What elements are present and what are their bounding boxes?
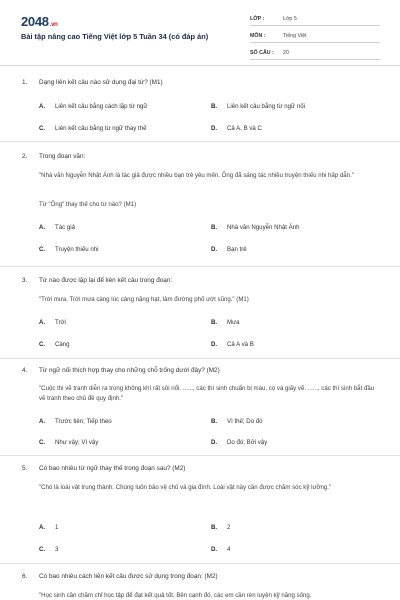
question-divider	[0, 455, 400, 456]
question-number: 2.	[22, 153, 28, 160]
question-number: 6.	[22, 573, 28, 580]
option-text: Mưa	[227, 319, 240, 326]
question-prompt: Trong đoạn văn:	[39, 153, 86, 160]
option-c[interactable]	[39, 341, 70, 348]
meta-label: SỐ CÂU :	[250, 50, 274, 56]
meta-value: Lớp 5	[283, 16, 297, 22]
question-divider	[0, 563, 400, 564]
option-text: Vì thế; Do đó	[227, 418, 263, 425]
option-letter: C.	[39, 439, 46, 446]
option-letter: D.	[211, 439, 218, 446]
question-text	[22, 573, 218, 580]
option-c[interactable]	[39, 439, 98, 446]
question-prompt: Từ nào được lặp lại để liên kết câu trong đoạn:	[39, 277, 173, 284]
option-letter: C.	[39, 341, 46, 348]
option-letter: B.	[211, 418, 218, 425]
option-text: Liên kết câu bằng cách lặp từ ngữ	[55, 103, 148, 110]
document-title: Bài tập nâng cao Tiếng Việt lớp 5 Tuần 34 (có đáp án)	[21, 32, 209, 41]
option-text: Càng	[55, 341, 70, 348]
option-text: Trời	[55, 319, 66, 326]
question-divider	[0, 358, 400, 359]
question-divider	[0, 141, 400, 142]
option-letter: D.	[211, 546, 218, 553]
question-divider	[0, 266, 400, 267]
site-logo[interactable]	[21, 14, 58, 29]
option-text: Nhà văn Nguyễn Nhật Ánh	[227, 224, 300, 231]
option-letter: C.	[39, 246, 46, 253]
option-d[interactable]	[211, 439, 267, 446]
question-text	[22, 367, 220, 374]
meta-row-subject	[250, 28, 380, 43]
option-text: Trước tiên; Tiếp theo	[55, 418, 112, 425]
option-letter: D.	[211, 341, 218, 348]
meta-label: LỚP :	[250, 16, 265, 22]
option-text: 3	[55, 546, 59, 553]
option-text: Liên kết câu bằng từ ngữ nối	[227, 103, 305, 110]
option-text: Cả A, B và C	[227, 125, 262, 132]
option-a[interactable]	[39, 418, 112, 425]
option-b[interactable]	[211, 524, 230, 531]
question-prompt: Có bao nhiêu từ ngữ thay thế trong đoạn sau? (M2)	[39, 465, 186, 472]
question-prompt: Có bao nhiêu cách liên kết câu được sử dụng trong đoạn: (M2)	[39, 573, 218, 580]
meta-row-class	[250, 11, 380, 26]
option-a[interactable]	[39, 524, 58, 531]
option-text: Liên kết câu bằng từ ngữ thay thế	[55, 125, 147, 132]
document-header	[0, 0, 400, 66]
question-prompt: Từ ngữ nối thích hợp thay cho những chỗ trống dưới đây? (M2)	[39, 367, 220, 374]
option-a[interactable]	[39, 224, 75, 231]
option-text: Như vậy; Vì vậy	[55, 439, 99, 446]
option-letter: B.	[211, 524, 218, 531]
question-passage: "Nhà văn Nguyễn Nhật Ánh là tác giả được nhiều bạn trẻ yêu mến. Ông đã sáng tác nhiều truyện thiếu nhi hấp dẫn."	[39, 172, 354, 179]
option-letter: B.	[211, 224, 218, 231]
option-text: Truyện thiếu nhi	[55, 246, 99, 253]
option-letter: A.	[39, 224, 46, 231]
option-c[interactable]	[39, 246, 98, 253]
option-text: 2	[227, 524, 231, 531]
question-number: 3.	[22, 277, 28, 284]
option-text: 1	[55, 524, 59, 531]
document-meta	[250, 11, 380, 62]
question-text	[22, 79, 163, 86]
option-letter: A.	[39, 319, 46, 326]
question-text	[22, 465, 185, 472]
option-b[interactable]	[211, 103, 305, 110]
option-d[interactable]	[211, 546, 230, 553]
question-passage: "Cuộc thi vẽ tranh diễn ra trong không khí rất sôi nổi. ......, các thí sinh chuẩn bị màu, cọ và giấy vẽ. ......, các thí sinh bắt đầu vẽ tranh theo chủ đề quy định."	[39, 385, 375, 402]
option-b[interactable]	[211, 224, 300, 231]
option-b[interactable]	[211, 319, 240, 326]
question-number: 5.	[22, 465, 28, 472]
option-a[interactable]	[39, 319, 66, 326]
option-text: Tác giả	[55, 224, 75, 231]
question-passage: "Trời mưa. Trời mưa càng lúc càng nặng hạt, làm đường phố ướt sũng." (M1)	[39, 296, 249, 303]
option-letter: A.	[39, 418, 46, 425]
meta-value: 20	[283, 50, 289, 56]
question-number: 4.	[22, 367, 28, 374]
option-text: Cả A và B	[227, 341, 254, 348]
question-number: 1.	[22, 79, 28, 86]
option-letter: D.	[211, 125, 218, 132]
logo-suffix: .vn	[49, 22, 58, 28]
question-text	[22, 277, 172, 284]
option-letter: B.	[211, 319, 218, 326]
option-letter: A.	[39, 524, 46, 531]
option-letter: A.	[39, 103, 46, 110]
option-text: Bạn trẻ	[227, 246, 247, 253]
logo-number: 2048	[21, 14, 49, 29]
question-passage: "Chó là loài vật trung thành. Chúng luôn bảo vệ chủ và gia đình. Loài vật này cần được chăm sóc kỹ lưỡng."	[39, 484, 332, 491]
option-text: Do đó; Bởi vậy	[227, 439, 268, 446]
meta-value: Tiếng Việt	[283, 33, 307, 39]
option-a[interactable]	[39, 103, 148, 110]
option-letter: D.	[211, 246, 218, 253]
option-letter: C.	[39, 546, 46, 553]
option-letter: C.	[39, 125, 46, 132]
option-d[interactable]	[211, 341, 254, 348]
meta-label: MÔN :	[250, 33, 266, 39]
option-text: 4	[227, 546, 231, 553]
option-c[interactable]	[39, 125, 147, 132]
meta-row-count	[250, 45, 380, 60]
question-prompt: Dạng liên kết câu nào sử dụng đại từ? (M1)	[39, 79, 163, 86]
option-letter: B.	[211, 103, 218, 110]
option-d[interactable]	[211, 246, 247, 253]
question-passage: "Học sinh cần chăm chỉ học tập để đạt kết quả tốt. Bên cạnh đó, các em cần rèn luyện kỹ năng sống.	[39, 592, 312, 599]
option-d[interactable]	[211, 125, 262, 132]
question-subprompt: Từ "Ông" thay thế cho từ nào? (M1)	[39, 201, 137, 208]
option-b[interactable]	[211, 418, 263, 425]
option-c[interactable]	[39, 546, 58, 553]
question-text	[22, 153, 85, 160]
